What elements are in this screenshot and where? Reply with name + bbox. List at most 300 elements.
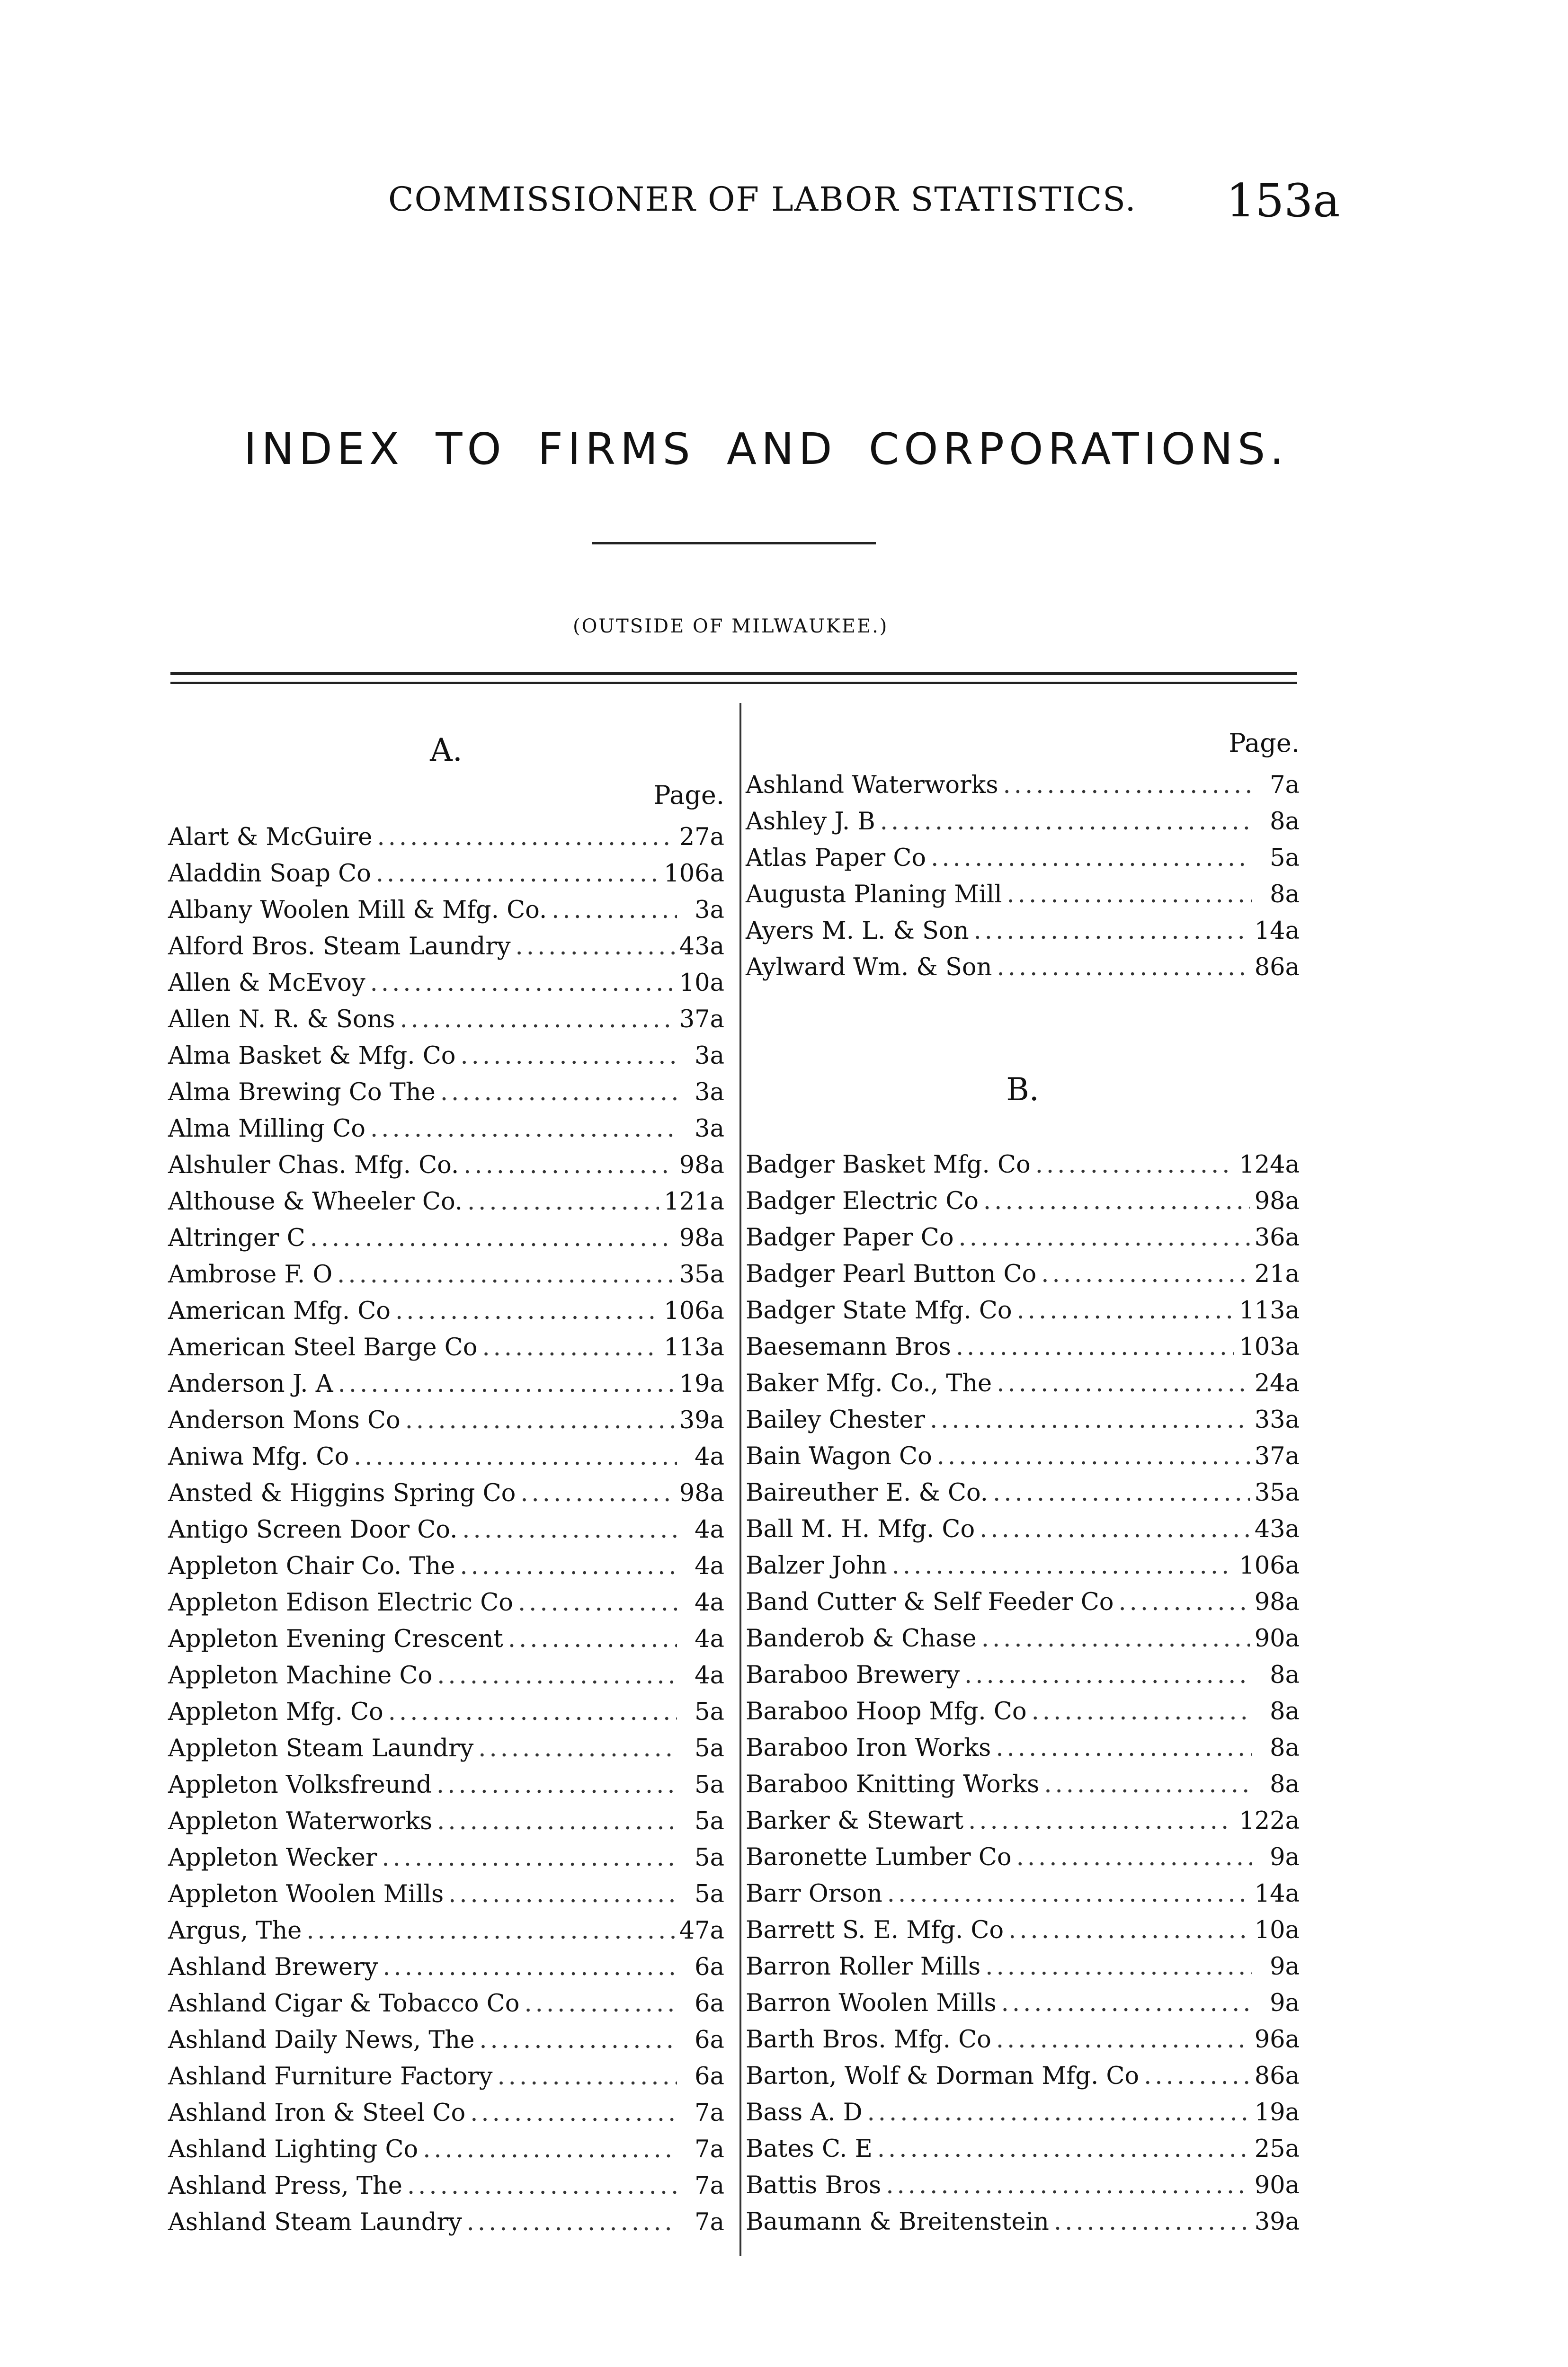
index-entry xyxy=(168,1074,724,1111)
index-entry xyxy=(168,1730,724,1767)
index-entry xyxy=(746,1183,1300,1219)
page-reference: 19a xyxy=(1254,2099,1300,2127)
dot-leader xyxy=(370,965,675,1001)
firm-name: Appleton Volksfreund xyxy=(168,1771,432,1799)
dot-leader xyxy=(985,1949,1252,1985)
firm-name: Appleton Woolen Mills xyxy=(168,1880,444,1908)
firm-name: Aniwa Mfg. Co xyxy=(168,1443,349,1471)
firm-name: Baesemann Bros xyxy=(746,1333,951,1361)
index-entry xyxy=(746,840,1300,876)
page-reference: 106a xyxy=(664,860,724,888)
page-reference: 43a xyxy=(679,933,724,961)
page-reference: 14a xyxy=(1254,1880,1300,1908)
dot-leader xyxy=(440,1074,677,1111)
index-entry xyxy=(168,1621,724,1657)
firm-name: Appleton Machine Co xyxy=(168,1662,433,1690)
firm-name: Appleton Chair Co. The xyxy=(168,1552,455,1580)
index-entry xyxy=(168,1694,724,1730)
section-letter-b: B. xyxy=(1006,1071,1039,1108)
firm-name: Badger Basket Mfg. Co xyxy=(746,1151,1031,1179)
dot-leader xyxy=(983,1183,1250,1219)
firm-name: Ball M. H. Mfg. Co xyxy=(746,1515,975,1543)
dot-leader xyxy=(1008,1912,1250,1949)
page-reference: 98a xyxy=(679,1479,724,1507)
firm-name: Appleton Mfg. Co xyxy=(168,1698,383,1726)
dot-leader xyxy=(497,2058,677,2095)
firm-name: Bailey Chester xyxy=(746,1406,925,1434)
index-entry xyxy=(746,1693,1300,1730)
firm-name: Banderob & Chase xyxy=(746,1625,977,1653)
page-reference: 24a xyxy=(1254,1370,1300,1397)
firm-name: Atlas Paper Co xyxy=(746,844,927,872)
page-reference: 3a xyxy=(695,1042,724,1070)
dot-leader xyxy=(1044,1766,1252,1803)
page-reference: 47a xyxy=(679,1917,724,1945)
index-entry xyxy=(746,1402,1300,1438)
dot-leader xyxy=(407,2168,677,2204)
page-reference: 5a xyxy=(1270,844,1300,872)
title-rule xyxy=(592,542,876,544)
dot-leader xyxy=(516,928,675,965)
firm-name: Baraboo Brewery xyxy=(746,1661,960,1689)
dot-leader xyxy=(479,2022,677,2058)
page-reference: 8a xyxy=(1270,1698,1300,1726)
page-reference: 5a xyxy=(695,1880,724,1908)
index-list-left xyxy=(168,819,724,2241)
firm-name: Battis Bros xyxy=(746,2171,882,2199)
dot-leader xyxy=(877,2131,1250,2167)
firm-name: Appleton Evening Crescent xyxy=(168,1625,503,1653)
dot-leader xyxy=(1035,1147,1235,1183)
index-entry xyxy=(168,1803,724,1840)
page-column-heading: Page. xyxy=(653,780,724,810)
column-divider xyxy=(739,703,741,2256)
firm-name: Barker & Stewart xyxy=(746,1807,964,1835)
firm-name: Appleton Wecker xyxy=(168,1844,377,1872)
firm-name: Anderson J. A xyxy=(168,1370,333,1398)
page-reference: 19a xyxy=(679,1370,724,1398)
dot-leader xyxy=(423,2131,677,2168)
page-reference: 7a xyxy=(695,2172,724,2200)
dot-leader xyxy=(508,1621,677,1657)
index-entry xyxy=(168,1475,724,1512)
firm-name: Baraboo Hoop Mfg. Co xyxy=(746,1698,1027,1726)
index-entry xyxy=(746,1365,1300,1402)
firm-name: Barr Orson xyxy=(746,1880,882,1908)
firm-name: Ashland Lighting Co xyxy=(168,2136,419,2163)
index-entry xyxy=(746,2094,1300,2131)
dot-leader xyxy=(931,840,1252,876)
page-reference: 35a xyxy=(1254,1479,1300,1507)
page-reference: 7a xyxy=(1270,771,1300,799)
dot-leader xyxy=(1003,767,1252,803)
double-rule xyxy=(170,672,1297,684)
firm-name: Bass A. D xyxy=(746,2099,863,2127)
dot-leader xyxy=(383,1949,677,1985)
page-reference: 3a xyxy=(695,1078,724,1106)
index-entry xyxy=(746,1511,1300,1548)
index-entry xyxy=(746,1584,1300,1620)
dot-leader xyxy=(956,1329,1234,1365)
page-reference: 6a xyxy=(695,2026,724,2054)
dot-leader xyxy=(867,2094,1250,2131)
index-entry xyxy=(168,1512,724,1548)
index-list-right-b xyxy=(746,1147,1300,2240)
dot-leader xyxy=(520,1475,674,1512)
dot-leader xyxy=(1041,1256,1249,1292)
dot-leader xyxy=(354,1439,677,1475)
firm-name: Antigo Screen Door Co. xyxy=(168,1516,458,1544)
index-entry xyxy=(746,1766,1300,1803)
index-entry xyxy=(168,1147,724,1184)
index-entry xyxy=(746,1292,1300,1329)
dot-leader xyxy=(338,1366,675,1402)
index-entry xyxy=(746,1147,1300,1183)
index-entry xyxy=(746,1329,1300,1365)
firm-name: American Steel Barge Co xyxy=(168,1334,478,1361)
page-reference: 9a xyxy=(1270,1953,1300,1981)
index-entry xyxy=(746,2167,1300,2204)
page-reference: 106a xyxy=(1239,1552,1300,1580)
firm-name: Ashland Brewery xyxy=(168,1953,378,1981)
page-reference: 86a xyxy=(1254,953,1300,981)
index-entry xyxy=(168,1001,724,1038)
index-entry xyxy=(168,1767,724,1803)
page-reference: 4a xyxy=(695,1662,724,1690)
dot-leader xyxy=(482,1329,659,1366)
firm-name: Baraboo Iron Works xyxy=(746,1734,991,1762)
dot-leader xyxy=(388,1694,677,1730)
page-reference: 4a xyxy=(695,1552,724,1580)
dot-leader xyxy=(437,1803,677,1840)
index-entry xyxy=(746,1912,1300,1949)
firm-name: Baronette Lumber Co xyxy=(746,1843,1012,1871)
firm-name: Ansted & Higgins Spring Co xyxy=(168,1479,516,1507)
firm-name: American Mfg. Co xyxy=(168,1297,391,1325)
page-reference: 6a xyxy=(695,2063,724,2091)
dot-leader xyxy=(997,1365,1249,1402)
dot-leader xyxy=(478,1730,677,1767)
index-entry xyxy=(168,965,724,1001)
dot-leader xyxy=(1118,1584,1249,1620)
dot-leader xyxy=(437,1657,677,1694)
firm-name: Balzer John xyxy=(746,1552,887,1580)
dot-leader xyxy=(467,2204,677,2241)
page-reference: 3a xyxy=(695,1115,724,1143)
dot-leader xyxy=(437,1767,677,1803)
firm-name: Alma Brewing Co The xyxy=(168,1078,436,1106)
page-reference: 8a xyxy=(1270,808,1300,836)
index-entry xyxy=(168,1548,724,1584)
firm-name: Altringer C xyxy=(168,1224,305,1252)
page-reference: 113a xyxy=(1239,1297,1300,1325)
firm-name: Allen & McEvoy xyxy=(168,969,365,997)
dot-leader xyxy=(377,819,674,855)
dot-leader xyxy=(382,1840,677,1876)
dot-leader xyxy=(337,1256,675,1293)
dot-leader xyxy=(400,1001,675,1038)
page-reference: 4a xyxy=(695,1443,724,1471)
firm-name: Alford Bros. Steam Laundry xyxy=(168,933,511,961)
page-reference: 8a xyxy=(1270,881,1300,908)
firm-name: Appleton Steam Laundry xyxy=(168,1735,474,1762)
page-reference: 39a xyxy=(1254,2208,1300,2236)
dot-leader xyxy=(1032,1693,1252,1730)
dot-leader xyxy=(880,803,1252,840)
dot-leader xyxy=(460,1038,677,1074)
dot-leader xyxy=(518,1584,677,1621)
page-reference: 96a xyxy=(1254,2026,1300,2054)
index-entry xyxy=(168,1584,724,1621)
page-title: INDEX TO FIRMS AND CORPORATIONS. xyxy=(244,424,1289,474)
page-reference: 10a xyxy=(679,969,724,997)
page-reference: 27a xyxy=(679,823,724,851)
firm-name: Baker Mfg. Co., The xyxy=(746,1370,992,1397)
page-reference: 37a xyxy=(679,1006,724,1033)
index-entry xyxy=(168,1876,724,1913)
index-entry xyxy=(746,2131,1300,2167)
firm-name: Baumann & Breitenstein xyxy=(746,2208,1049,2236)
index-entry xyxy=(746,2204,1300,2240)
firm-name: Ashland Waterworks xyxy=(746,771,998,799)
page-reference: 106a xyxy=(664,1297,724,1325)
page-reference: 33a xyxy=(1254,1406,1300,1434)
page-reference: 6a xyxy=(695,1990,724,2018)
dot-leader xyxy=(552,892,677,928)
index-entry xyxy=(746,767,1300,803)
index-entry xyxy=(746,2021,1300,2058)
page-reference: 36a xyxy=(1254,1224,1300,1252)
dot-leader xyxy=(1007,876,1252,913)
page-reference: 103a xyxy=(1239,1333,1300,1361)
firm-name: Baireuther E. & Co. xyxy=(746,1479,989,1507)
firm-name: Badger Electric Co xyxy=(746,1187,979,1215)
index-entry xyxy=(746,1475,1300,1511)
index-entry xyxy=(746,803,1300,840)
page-reference: 4a xyxy=(695,1516,724,1544)
page-reference: 37a xyxy=(1254,1442,1300,1470)
page-reference: 5a xyxy=(695,1807,724,1835)
dot-leader xyxy=(968,1803,1234,1839)
firm-name: Appleton Edison Electric Co xyxy=(168,1589,513,1617)
index-entry xyxy=(746,1876,1300,1912)
section-gap xyxy=(746,986,1300,1061)
firm-name: Ashland Furniture Factory xyxy=(168,2063,493,2091)
firm-name: Badger Paper Co xyxy=(746,1224,954,1252)
firm-name: Ashland Steam Laundry xyxy=(168,2208,462,2236)
page-reference: 98a xyxy=(1254,1588,1300,1616)
dot-leader xyxy=(460,1548,677,1584)
page-reference: 8a xyxy=(1270,1661,1300,1689)
page-reference: 121a xyxy=(664,1188,724,1216)
page-reference: 4a xyxy=(695,1589,724,1617)
dot-leader xyxy=(997,949,1249,986)
page-column-heading: Page. xyxy=(1229,728,1300,758)
firm-name: Albany Woolen Mill & Mfg. Co. xyxy=(168,896,547,924)
index-entry xyxy=(746,1985,1300,2021)
index-entry xyxy=(746,1256,1300,1292)
left-column xyxy=(168,729,724,2241)
dot-leader xyxy=(1001,1985,1252,2021)
dot-leader xyxy=(993,1475,1250,1511)
index-entry xyxy=(168,892,724,928)
page-reference: 98a xyxy=(1254,1187,1300,1215)
index-entry xyxy=(746,1438,1300,1475)
firm-name: Ayers M. L. & Son xyxy=(746,917,969,945)
index-entry xyxy=(746,1730,1300,1766)
index-list-right-a xyxy=(746,767,1300,986)
dot-leader xyxy=(395,1293,659,1329)
index-entry xyxy=(168,1913,724,1949)
dot-leader xyxy=(470,2095,677,2131)
firm-name: Barton, Wolf & Dorman Mfg. Co xyxy=(746,2062,1140,2090)
firm-name: Appleton Waterworks xyxy=(168,1807,433,1835)
dot-leader xyxy=(310,1220,675,1256)
dot-leader xyxy=(1144,2058,1250,2094)
index-entry xyxy=(168,1439,724,1475)
firm-name: Baraboo Knitting Works xyxy=(746,1771,1040,1798)
index-entry xyxy=(168,2204,724,2241)
section-letter-a: A. xyxy=(430,732,463,768)
index-entry xyxy=(746,876,1300,913)
page-reference: 90a xyxy=(1254,2171,1300,2199)
page-reference: 122a xyxy=(1239,1807,1300,1835)
firm-name: Bain Wagon Co xyxy=(746,1442,932,1470)
page-reference: 5a xyxy=(695,1735,724,1762)
page-number: 153a xyxy=(1226,174,1340,227)
index-entry xyxy=(168,1184,724,1220)
page-reference: 39a xyxy=(679,1406,724,1434)
index-entry xyxy=(168,1402,724,1439)
firm-name: Allen N. R. & Sons xyxy=(168,1006,395,1033)
index-entry xyxy=(168,1293,724,1329)
firm-name: Ashland Press, The xyxy=(168,2172,402,2200)
page-reference: 98a xyxy=(679,1151,724,1179)
page-reference: 7a xyxy=(695,2136,724,2163)
dot-leader xyxy=(892,1548,1235,1584)
index-entry xyxy=(168,1949,724,1985)
firm-name: Ashland Cigar & Tobacco Co xyxy=(168,1990,520,2018)
firm-name: Barron Woolen Mills xyxy=(746,1989,997,2017)
dot-leader xyxy=(405,1402,675,1439)
dot-leader xyxy=(463,1147,675,1184)
page-reference: 86a xyxy=(1254,2062,1300,2090)
page-reference: 25a xyxy=(1254,2135,1300,2163)
page-reference: 5a xyxy=(695,1771,724,1799)
page-reference: 5a xyxy=(695,1698,724,1726)
dot-leader xyxy=(886,2167,1249,2204)
index-entry xyxy=(746,1803,1300,1839)
dot-leader xyxy=(930,1402,1250,1438)
firm-name: Alart & McGuire xyxy=(168,823,373,851)
page-reference: 7a xyxy=(695,2208,724,2236)
firm-name: Band Cutter & Self Feeder Co xyxy=(746,1588,1114,1616)
index-entry xyxy=(168,2095,724,2131)
dot-leader xyxy=(462,1512,677,1548)
page-reference: 6a xyxy=(695,1953,724,1981)
index-entry xyxy=(168,819,724,855)
firm-name: Bates C. E xyxy=(746,2135,873,2163)
subtitle: (OUTSIDE OF MILWAUKEE.) xyxy=(573,615,889,637)
dot-leader xyxy=(306,1913,674,1949)
page-reference: 21a xyxy=(1254,1260,1300,1288)
index-entry xyxy=(168,1366,724,1402)
index-entry xyxy=(168,1840,724,1876)
dot-leader xyxy=(981,1620,1250,1657)
page-reference: 5a xyxy=(695,1844,724,1872)
firm-name: Argus, The xyxy=(168,1917,302,1945)
index-entry xyxy=(746,1839,1300,1876)
index-entry xyxy=(168,2022,724,2058)
page-reference: 3a xyxy=(695,896,724,924)
index-entry xyxy=(168,928,724,965)
page-reference: 7a xyxy=(695,2099,724,2127)
dot-leader xyxy=(1017,1292,1235,1329)
firm-name: Badger State Mfg. Co xyxy=(746,1297,1012,1325)
dot-leader xyxy=(974,913,1250,949)
right-column xyxy=(746,729,1300,2240)
index-entry xyxy=(746,1620,1300,1657)
running-head xyxy=(0,174,1568,237)
page-reference: 9a xyxy=(1270,1843,1300,1871)
index-entry xyxy=(746,949,1300,986)
page-reference: 124a xyxy=(1239,1151,1300,1179)
page-reference: 35a xyxy=(679,1261,724,1289)
dot-leader xyxy=(1016,1839,1252,1876)
index-entry xyxy=(168,1111,724,1147)
dot-leader xyxy=(996,2021,1250,2058)
firm-name: Anderson Mons Co xyxy=(168,1406,401,1434)
page-reference: 43a xyxy=(1254,1515,1300,1543)
firm-name: Barrett S. E. Mfg. Co xyxy=(746,1916,1004,1944)
index-entry xyxy=(746,1657,1300,1693)
index-entry xyxy=(746,913,1300,949)
dot-leader xyxy=(467,1184,659,1220)
page-reference: 14a xyxy=(1254,917,1300,945)
page-reference: 10a xyxy=(1254,1916,1300,1944)
dot-leader xyxy=(448,1876,677,1913)
firm-name: Alma Milling Co xyxy=(168,1115,366,1143)
dot-leader xyxy=(1054,2204,1250,2240)
index-entry xyxy=(168,1329,724,1366)
dot-leader xyxy=(996,1730,1252,1766)
firm-name: Augusta Planing Mill xyxy=(746,881,1002,908)
index-entry xyxy=(168,1038,724,1074)
page-reference: 98a xyxy=(679,1224,724,1252)
index-entry xyxy=(746,2058,1300,2094)
firm-name: Ambrose F. O xyxy=(168,1261,333,1289)
firm-name: Ashley J. B xyxy=(746,808,875,836)
page-reference: 4a xyxy=(695,1625,724,1653)
index-entry xyxy=(168,1985,724,2022)
dot-leader xyxy=(524,1985,677,2022)
firm-name: Badger Pearl Button Co xyxy=(746,1260,1037,1288)
index-entry xyxy=(168,2058,724,2095)
firm-name: Barth Bros. Mfg. Co xyxy=(746,2026,991,2054)
firm-name: Althouse & Wheeler Co. xyxy=(168,1188,463,1216)
firm-name: Aladdin Soap Co xyxy=(168,860,371,888)
dot-leader xyxy=(959,1219,1250,1256)
firm-name: Ashland Daily News, The xyxy=(168,2026,475,2054)
index-entry xyxy=(168,2131,724,2168)
page-reference: 90a xyxy=(1254,1625,1300,1653)
index-entry xyxy=(746,1219,1300,1256)
firm-name: Ashland Iron & Steel Co xyxy=(168,2099,466,2127)
index-entry xyxy=(168,1256,724,1293)
dot-leader xyxy=(887,1876,1250,1912)
page-reference: 113a xyxy=(664,1334,724,1361)
page-reference: 9a xyxy=(1270,1989,1300,2017)
